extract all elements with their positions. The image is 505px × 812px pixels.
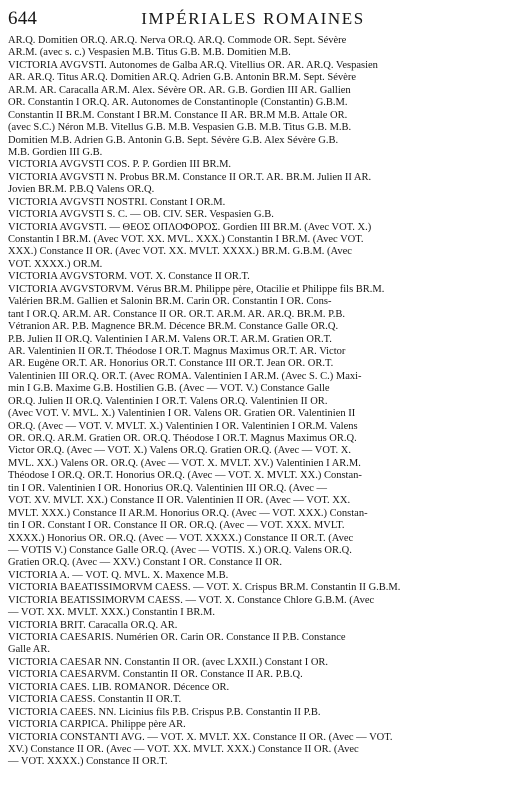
text-line: VICTORIA CAEES. NN. Licinius fils P.B. Crispus P.B. Constantin II P.B. xyxy=(8,706,321,718)
text-line: XV.) Constance II OR. (Avec — VOT. XX. MVLT. XXX.) Constance II OR. (Avec xyxy=(8,743,359,755)
text-line: AR. AR.Q. Titus AR.Q. Domitien AR.Q. Adrien G.B. Antonin BR.M. Sept. Sévère xyxy=(8,72,356,84)
text-line: tin I OR. Valentinien I OR. Honorius OR.Q. Valentinien III OR.Q. (Avec — xyxy=(8,482,328,494)
text-line: OR. Constantin I OR.Q. AR. Autonomes de Constantinople (Constantin) G.B.M. xyxy=(8,97,348,109)
text-line: Valentinien III OR.Q. OR.T. (Avec ROMA. Valentinien I AR.M. (Avec S. C.) Maxi- xyxy=(8,370,362,382)
text-line: AR. Valentinien II OR.T. Théodose I OR.T. Magnus Maximus OR.T. AR. Victor xyxy=(8,345,346,357)
text-line: Vétranion AR. P.B. Magnence BR.M. Décence BR.M. Constance Galle OR.Q. xyxy=(8,321,339,333)
page-number: 644 xyxy=(8,8,38,29)
text-line: VICTORIA AVGVSTI N. Probus BR.M. Constance II OR.T. AR. BR.M. Julien II AR. xyxy=(8,171,372,183)
catalogue-text xyxy=(8,35,498,769)
text-line: — VOTIS V.) Constance Galle OR.Q. (Avec — VOTIS. X.) OR.Q. Valens OR.Q. xyxy=(8,544,352,556)
text-line: AR. Eugène OR.T. AR. Honorius OR.T. Constance III OR.T. Jean OR. OR.T. xyxy=(8,358,334,370)
text-line: VICTORIA CARPICA. Philippe père AR. xyxy=(8,719,186,731)
running-title: IMPÉRIALES ROMAINES xyxy=(141,9,365,28)
text-line: VICTORIA AVGVSTI COS. P. P. Gordien III BR.M. xyxy=(8,159,232,171)
text-line: P.B. Julien II OR.Q. Valentinien I AR.M. Valens OR.T. AR.M. Gratien OR.T. xyxy=(8,333,332,345)
text-line: OR.Q. Julien II OR.Q. Valentinien I OR.T. Valens OR.Q. Valentinien II OR. xyxy=(8,395,328,407)
text-line: VOT. XV. MVLT. XX.) Constance II OR. Valentinien II OR. (Avec — VOT. XX. xyxy=(8,495,351,507)
text-line: MVLT. XXX.) Constance II AR.M. Honorius OR.Q. (Avec — VOT. XXX.) Constan- xyxy=(8,507,368,519)
text-line: VICTORIA CAESAR NN. Constantin II OR. (avec LXXII.) Constant I OR. xyxy=(8,656,329,668)
text-line: AR.M. (avec s. c.) Vespasien M.B. Titus G.B. M.B. Domitien M.B. xyxy=(8,47,291,59)
text-line: MVL. XX.) Valens OR. OR.Q. (Avec — VOT. X. MVLT. XV.) Valentinien I AR.M. xyxy=(8,457,361,469)
text-line: M.B. Gordien III G.B. xyxy=(8,146,103,158)
text-line: OR. OR.Q. AR.M. Gratien OR. OR.Q. Théodose I OR.T. Magnus Maximus OR.Q. xyxy=(8,433,357,444)
text-line: XXXX.) Honorius OR. OR.Q. (Avec — VOT. XXXX.) Constance II OR.T. (Avec xyxy=(8,532,354,544)
text-line: Jovien BR.M. P.B.Q Valens OR.Q. xyxy=(8,184,155,196)
text-line: Constantin II BR.M. Constant I BR.M. Constance II AR. BR.M M.B. Attale OR. xyxy=(8,109,348,121)
text-line: VICTORIA AVGVSTORVM. Vérus BR.M. Philippe père, Otacilie et Philippe fils BR.M. xyxy=(8,283,385,295)
text-line: AR.M. AR. Caracalla AR.M. Alex. Sévère OR. AR. G.B. Gordien III AR. Gallien xyxy=(8,84,351,96)
text-line: VICTORIA AVGVSTI S. C. — OB. CIV. SER. Vespasien G.B. xyxy=(8,209,274,221)
text-line: AR.Q. Domitien OR.Q. AR.Q. Nerva OR.Q. AR.Q. Commode OR. Sept. Sévère xyxy=(8,35,347,46)
text-line: VICTORIA CAES. LIB. ROMANOR. Décence OR. xyxy=(8,681,230,693)
text-line: min I G.B. Maxime G.B. Hostilien G.B. (Avec — VOT. V.) Constance Galle xyxy=(8,383,330,395)
text-line: (Avec VOT. V. MVL. X.) Valentinien I OR. Valens OR. Gratien OR. Valentinien II xyxy=(8,408,356,420)
text-line: Domitien M.B. Adrien G.B. Antonin G.B. Sept. Sévère G.B. Alex Sévère G.B. xyxy=(8,134,339,146)
text-line: Victor OR.Q. (Avec — VOT. X.) Valens OR.Q. Gratien OR.Q. (Avec — VOT. X. xyxy=(8,445,351,457)
page-header xyxy=(8,4,498,30)
text-line: VOT. XXXX.) OR.M. xyxy=(8,258,103,270)
text-line: VICTORIA CONSTANTI AVG. — VOT. X. MVLT. XX. Constance II OR. (Avec — VOT. xyxy=(8,731,393,743)
text-line: VICTORIA CAESARIS. Numérien OR. Carin OR. Constance II P.B. Constance xyxy=(8,632,346,643)
text-line: OR.Q. (Avec — VOT. V. MVLT. X.) Valentinien I OR. Valentinien I OR.M. Valens xyxy=(8,420,358,432)
text-line: — VOT. XXXX.) Constance II OR.T. xyxy=(8,756,168,768)
text-line: tin I OR. Constant I OR. Constance II OR. OR.Q. (Avec — VOT. XXX. MVLT. xyxy=(8,520,345,532)
text-line: Constantin I BR.M. (Avec VOT. XX. MVL. XXX.) Constantin I BR.M. (Avec VOT. xyxy=(8,234,364,245)
text-line: Valérien BR.M. Gallien et Salonin BR.M. Carin OR. Constantin I OR. Cons- xyxy=(8,296,332,308)
text-line: Galle AR. xyxy=(8,644,50,656)
text-line: (avec S.C.) Néron M.B. Vitellus G.B. M.B. Vespasien G.B. M.B. Titus G.B. M.B. xyxy=(8,122,352,134)
text-line: Théodose I OR.Q. OR.T. Honorius OR.Q. (Avec — VOT. X. MVLT. XX.) Constan- xyxy=(8,470,362,482)
text-line: VICTORIA CAESARVM. Constantin II OR. Constance II AR. P.B.Q. xyxy=(8,669,303,681)
text-line: VICTORIA CAESS. Constantin II OR.T. xyxy=(8,694,182,706)
text-line: VICTORIA AVGVSTORM. VOT. X. Constance II OR.T. xyxy=(8,271,250,283)
text-line: — VOT. XX. MVLT. XXX.) Constantin I BR.M. xyxy=(8,607,215,619)
text-line: XXX.) Constance II OR. (Avec VOT. XX. MVLT. XXXX.) BR.M. G.B.M. (Avec xyxy=(8,246,352,258)
text-line: VICTORIA AVGVSTI. Autonomes de Galba AR.Q. Vitellius OR. AR. AR.Q. Vespasien xyxy=(8,59,378,71)
text-line: VICTORIA A. — VOT. Q. MVL. X. Maxence M.B. xyxy=(8,569,229,581)
text-line: VICTORIA BEATISSIMORVM CAESS. — VOT. X. Constance Chlore G.B.M. (Avec xyxy=(8,594,375,606)
text-line: VICTORIA BRIT. Caracalla OR.Q. AR. xyxy=(8,619,178,631)
text-line: VICTORIA AVGVSTI NOSTRI. Constant I OR.M. xyxy=(8,196,226,208)
text-line: VICTORIA BAEATISSIMORVM CAESS. — VOT. X. Crispus BR.M. Constantin II G.B.M. xyxy=(8,582,401,594)
text-line: VICTORIA AVGVSTI. — ΘΕΟΣ ΟΠΛΟΦΟΡΟΣ. Gordien III BR.M. (Avec VOT. X.) xyxy=(8,221,372,233)
text-line: tant I OR.Q. AR.M. AR. Constance II OR. OR.T. AR.M. AR. AR.Q. BR.M. P.B. xyxy=(8,308,346,320)
text-line: Gratien OR.Q. (Avec — XXV.) Constant I OR. Constance II OR. xyxy=(8,557,283,569)
